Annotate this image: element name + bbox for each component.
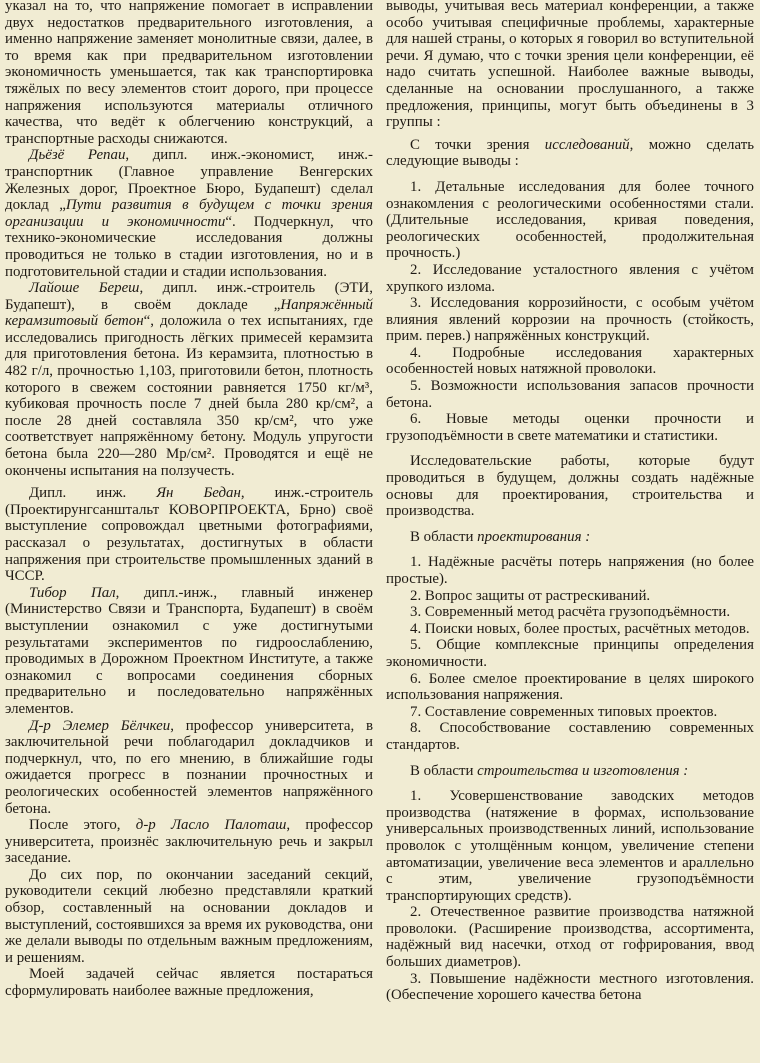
right-paragraph [386,637,754,670]
right-paragraph [386,554,754,587]
text-run: С точки зрения [410,136,545,153]
emphasized-text: Дьёзё Репаи [29,147,126,164]
text-run: 8. Способствование составлению современных стандартов. [386,720,754,753]
left-paragraph [5,0,373,147]
right-paragraph [386,904,754,970]
right-paragraph [386,704,754,721]
text-run: , дипл. инж.-экономист, инж.-транспортник (Главное управление Венгерских Железных дорог, Проектное Бюро, Будапешт) сделал доклад „ [5,147,373,214]
right-paragraph [386,411,754,444]
emphasized-text: Ян Бедан [156,485,241,502]
text-run: указал на то, что напряжение помогает в исправлении двух недостатков предварительного изготовления, а именно напряжение заменяет монолитные связи, далее, в то время как при предварительном изготовлении экономичность уменьшается, так как транспортировка тяжёлых по весу элементов стоит дорого, при процессе напряжения используются материалы отличного качества, что ведёт к облегчению конструкций, а транспортные расходы снижаются. [5,0,373,147]
right-paragraph [386,671,754,704]
emphasized-text: Тибор Пал [29,584,116,601]
right-paragraph [386,604,754,621]
text-run: , можно сделать следующие выводы : [386,136,754,170]
text-run: , инж.-строитель (Проектирунгсанштальт КОВОРПРОЕКТА, Брно) своё выступление сопровождал цветными фотографиями, рассказал о результатах, достигнутых в области напряжения при строительстве промышленных зданий в ЧССР. [5,485,373,585]
text-run: В области [410,762,478,779]
left-paragraph [5,867,373,967]
text-run: До сих пор, по окончании заседаний секций, руководители секций любезно представляли краткий обзор, составленный на основании докладов и выступлений, состоявшихся за время их руководства, они же делали выводы по отдельным важным предложениям, и решениям. [5,866,373,966]
emphasized-text: строительства и изготовления : [477,762,689,779]
right-paragraph [386,0,754,131]
left-paragraph [5,147,373,280]
right-paragraph [386,788,754,904]
text-run: 5. Общие комплексные принципы определения экономичности. [386,637,754,670]
emphasized-text: Напряжённый керамзитовый бетон [5,296,373,330]
text-run: В области [410,528,478,545]
text-run: Моей задачей сейчас является постараться сформулировать наиболее важные предложения, [5,966,373,1000]
text-run: 6. Более смелое проектирование в целях широкого использования напряжения. [386,670,754,704]
text-run: 6. Новые методы оценки прочности и грузоподъёмности в свете математики и статистики. [386,411,754,444]
left-paragraph [5,280,373,479]
emphasized-text: Лайоше Береш [29,280,140,297]
text-run: 3. Современный метод расчёта грузоподъёмности. [410,604,731,621]
text-run: 5. Возможности использования запасов прочности бетона. [386,378,754,411]
text-run: Дипл. инж. [29,485,157,502]
text-run: 7. Составление современных типовых проектов. [410,703,718,720]
emphasized-text: Д-р Элемер Бёлчкеи [29,717,171,734]
text-run: 2. Отечественное развитие производства натяжной проволоки. (Расширение производства, ассортимента, надёжный вид насечки, отход от гофрирования, ввод больших диаметров). [386,904,754,971]
right-paragraph [386,262,754,295]
right-paragraph [386,378,754,411]
text-run: 4. Подробные исследования характерных особенностей новых натяжной проволоки. [386,344,754,378]
left-paragraph [5,585,373,718]
text-run: 2. Исследование усталостного явления с учётом хрупкого излома. [386,261,754,295]
right-text-column [386,0,754,1063]
text-run: 2. Вопрос защиты от растрескиваний. [410,587,651,604]
text-run: , дипл.-инж., главный инженер (Министерство Связи и Транспорта, Будапешт) в своём выступлении ознакомил с уже достигнутыми результатами экспериментов по гидроослаблению, проводимых в Дорожном Проектном Институте, а также ознакомил с вопросами соединения сборных предварительно и последовательно напряжённых элементов. [5,584,373,717]
text-run: “, доложила о тех испытаниях, где исследовались пригодность лёгких примесей керамзита для приготовления бетона. Из керамзита, плотностью в 482 г/л, прочностью 1,103, приготовили бетон, плотность которого в свежем состоянии равняется 1750 кг/м³, кубиковая прочность после 7 дней была 280 кр/см², а после 28 дней составляла 350 кр/см², что уже соответствует напряжённому бетону. Модуль упругости бетона была 220—280 Мр/см². Проводятся и ещё не окончены испытания на ползучесть. [5,313,373,479]
left-text-column [5,0,373,1063]
text-run: 1. Надёжные расчёты потерь напряжения (но более простые). [386,554,754,587]
right-paragraph [386,453,754,519]
text-run: 1. Усовершенствование заводских методов производства (натяжение в формах, использование универсальных производственных линий, использование проволок с утолщённым концом, увеличение степени автоматизации, увеличение веса элементов и араллельно с этим, увеличение грузоподъёмности транспортирующих средств). [386,788,754,904]
right-paragraph [386,529,754,546]
right-paragraph [386,763,754,780]
left-paragraph [5,485,373,585]
text-run: , профессор университета, в заключительной речи поблагодарил докладчиков и подчеркнул, что, по его мнению, в ближайшие годы ожидается прогресс в познании прочностных и реологических особенностей элементов напряжённого бетона. [5,717,373,817]
text-run: 4. Поиски новых, более простых, расчётных методов. [410,620,750,637]
emphasized-text: исследований [544,136,630,153]
right-paragraph [386,137,754,170]
right-paragraph [386,179,754,262]
right-paragraph [386,971,754,1004]
left-paragraph [5,966,373,999]
right-paragraph [386,345,754,378]
right-paragraph [386,621,754,638]
text-run: “. Подчеркнул, что технико-экономические исследования должны проводиться не только в стадии изготовления, но и в подготовительной стадии и стадии использования. [5,213,373,280]
emphasized-text: Пути развития в будущем с точки зрения организации и экономичности [5,197,373,230]
text-run: 3. Исследования коррозийности, с особым учётом влияния явлений коррозии на прочность (стойкость, прим. перев.) напряжённых конструкций. [386,295,754,345]
text-run: После этого, [29,817,136,834]
left-paragraph [5,718,373,818]
right-paragraph [386,588,754,605]
right-paragraph [386,295,754,345]
text-run: , дипл. инж.-строитель (ЭТИ, Будапешт), в своём докладе „ [5,280,373,313]
emphasized-text: проектирования : [477,528,591,545]
right-paragraph [386,720,754,753]
text-run: Исследовательские работы, которые будут проводиться в будущем, должны создать надёжные основы для проектирования, строительства и производства. [386,453,754,520]
text-run: 1. Детальные исследования для более точного ознакомления с реологическими особенностями стали. (Длительные исследования, кривая поведения, реологических особенностей, продолжительная прочность.) [386,178,754,262]
emphasized-text: д-р Ласло Палоташ [135,817,287,834]
text-run: , профессор университета, произнёс заключительную речь и закрыл заседание. [5,817,373,867]
text-run: выводы, учитывая весь материал конференции, а также особо учитывая специфичные проблемы, характерные для нашей страны, о которых я говорил во вступительной речи. Я думаю, что с точки зрения цели конференции, её надо считать успешной. Наиболее важные выводы, сделанные на основании прослушанного, а также предложения, принципы, могут быть объединены в 3 группы : [386,0,754,131]
text-run: 3. Повышение надёжности местного изготовления. (Обеспечение хорошего качества бетона [386,970,754,1004]
left-paragraph [5,817,373,867]
